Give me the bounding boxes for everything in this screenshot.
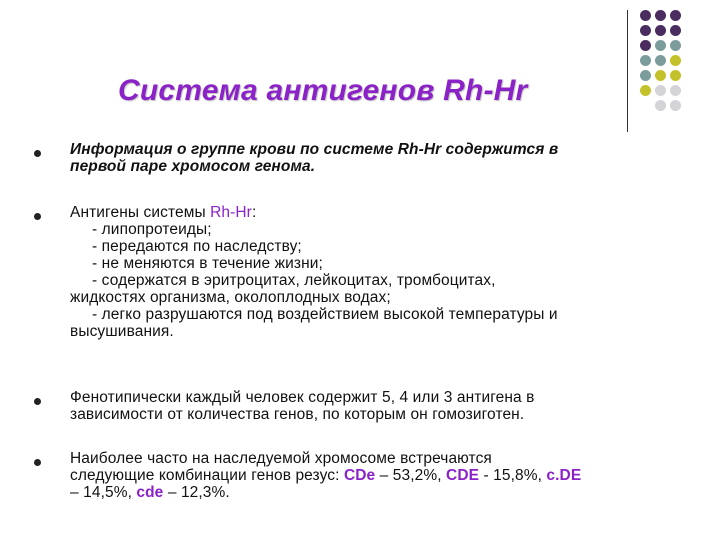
paragraph-rh-info <box>70 141 690 175</box>
combo-cde1: CDe <box>343 467 376 484</box>
decor-dot <box>655 70 666 81</box>
decor-dot <box>640 25 651 36</box>
decor-divider-line <box>627 10 628 132</box>
decor-dot <box>655 100 666 111</box>
text-line: Информация о группе крови по системе Rh-Hr содержится в <box>70 141 559 158</box>
decor-dot <box>670 100 681 111</box>
text-line <box>70 484 690 501</box>
decor-dot <box>640 40 651 51</box>
text-line: Наиболее часто на наследуемой хромосоме встречаются <box>70 450 492 467</box>
decor-dot <box>670 85 681 96</box>
paragraph-antigens <box>70 204 690 340</box>
bullet-icon <box>34 398 41 405</box>
list-item: - липопротеиды; <box>92 221 212 238</box>
bullet-icon <box>34 150 41 157</box>
list-item: - содержатся в эритроцитах, лейкоцитах, тромбоцитах, <box>92 272 496 289</box>
bullet-icon <box>34 213 41 220</box>
combo-val3: – 14,5%, <box>70 484 137 501</box>
decor-dot <box>640 10 651 21</box>
list-item: - передаются по наследству; <box>92 238 302 255</box>
colon: : <box>251 204 257 221</box>
list-item: жидкостях организма, околоплодных водах; <box>70 289 391 306</box>
decor-dot <box>670 55 681 66</box>
text-line: зависимости от количества генов, по которым он гомозиготен. <box>70 406 525 423</box>
antigens-intro: Антигены системы <box>70 204 211 221</box>
decor-dot <box>655 40 666 51</box>
slide-title: Система антигенов Rh-Hr <box>118 74 528 107</box>
text-line: первой паре хромосом генома. <box>70 158 316 175</box>
combo-prefix: следующие комбинации генов резус: <box>70 467 344 484</box>
decor-dot <box>670 25 681 36</box>
decor-dot <box>670 10 681 21</box>
system-name: Rh-Hr <box>210 204 252 221</box>
decor-dot <box>640 85 651 96</box>
bullet-icon <box>34 459 41 466</box>
list-item: высушивания. <box>70 323 174 340</box>
decor-dot <box>640 55 651 66</box>
decor-dot <box>655 55 666 66</box>
decor-dot <box>655 85 666 96</box>
combo-val2: - 15,8%, <box>479 467 547 484</box>
decor-dot <box>655 10 666 21</box>
text-line <box>70 467 690 484</box>
decor-dot <box>640 70 651 81</box>
combo-cde4: cde <box>136 484 164 501</box>
text-line: Фенотипически каждый человек содержит 5, 4 или 3 антигена в <box>70 389 535 406</box>
decor-dot <box>655 25 666 36</box>
list-item: - не меняются в течение жизни; <box>92 255 323 272</box>
decor-dot <box>670 70 681 81</box>
paragraph-phenotype <box>70 389 690 423</box>
list-item: - легко разрушаются под воздействием высокой температуры и <box>92 306 558 323</box>
paragraph-gene-combinations <box>70 450 690 501</box>
text-line <box>70 204 690 221</box>
combo-cde2: CDE <box>446 467 480 484</box>
combo-cde3: c.DE <box>546 467 582 484</box>
combo-val1: – 53,2%, <box>375 467 447 484</box>
combo-val4: – 12,3%. <box>163 484 230 501</box>
decor-dot <box>670 40 681 51</box>
